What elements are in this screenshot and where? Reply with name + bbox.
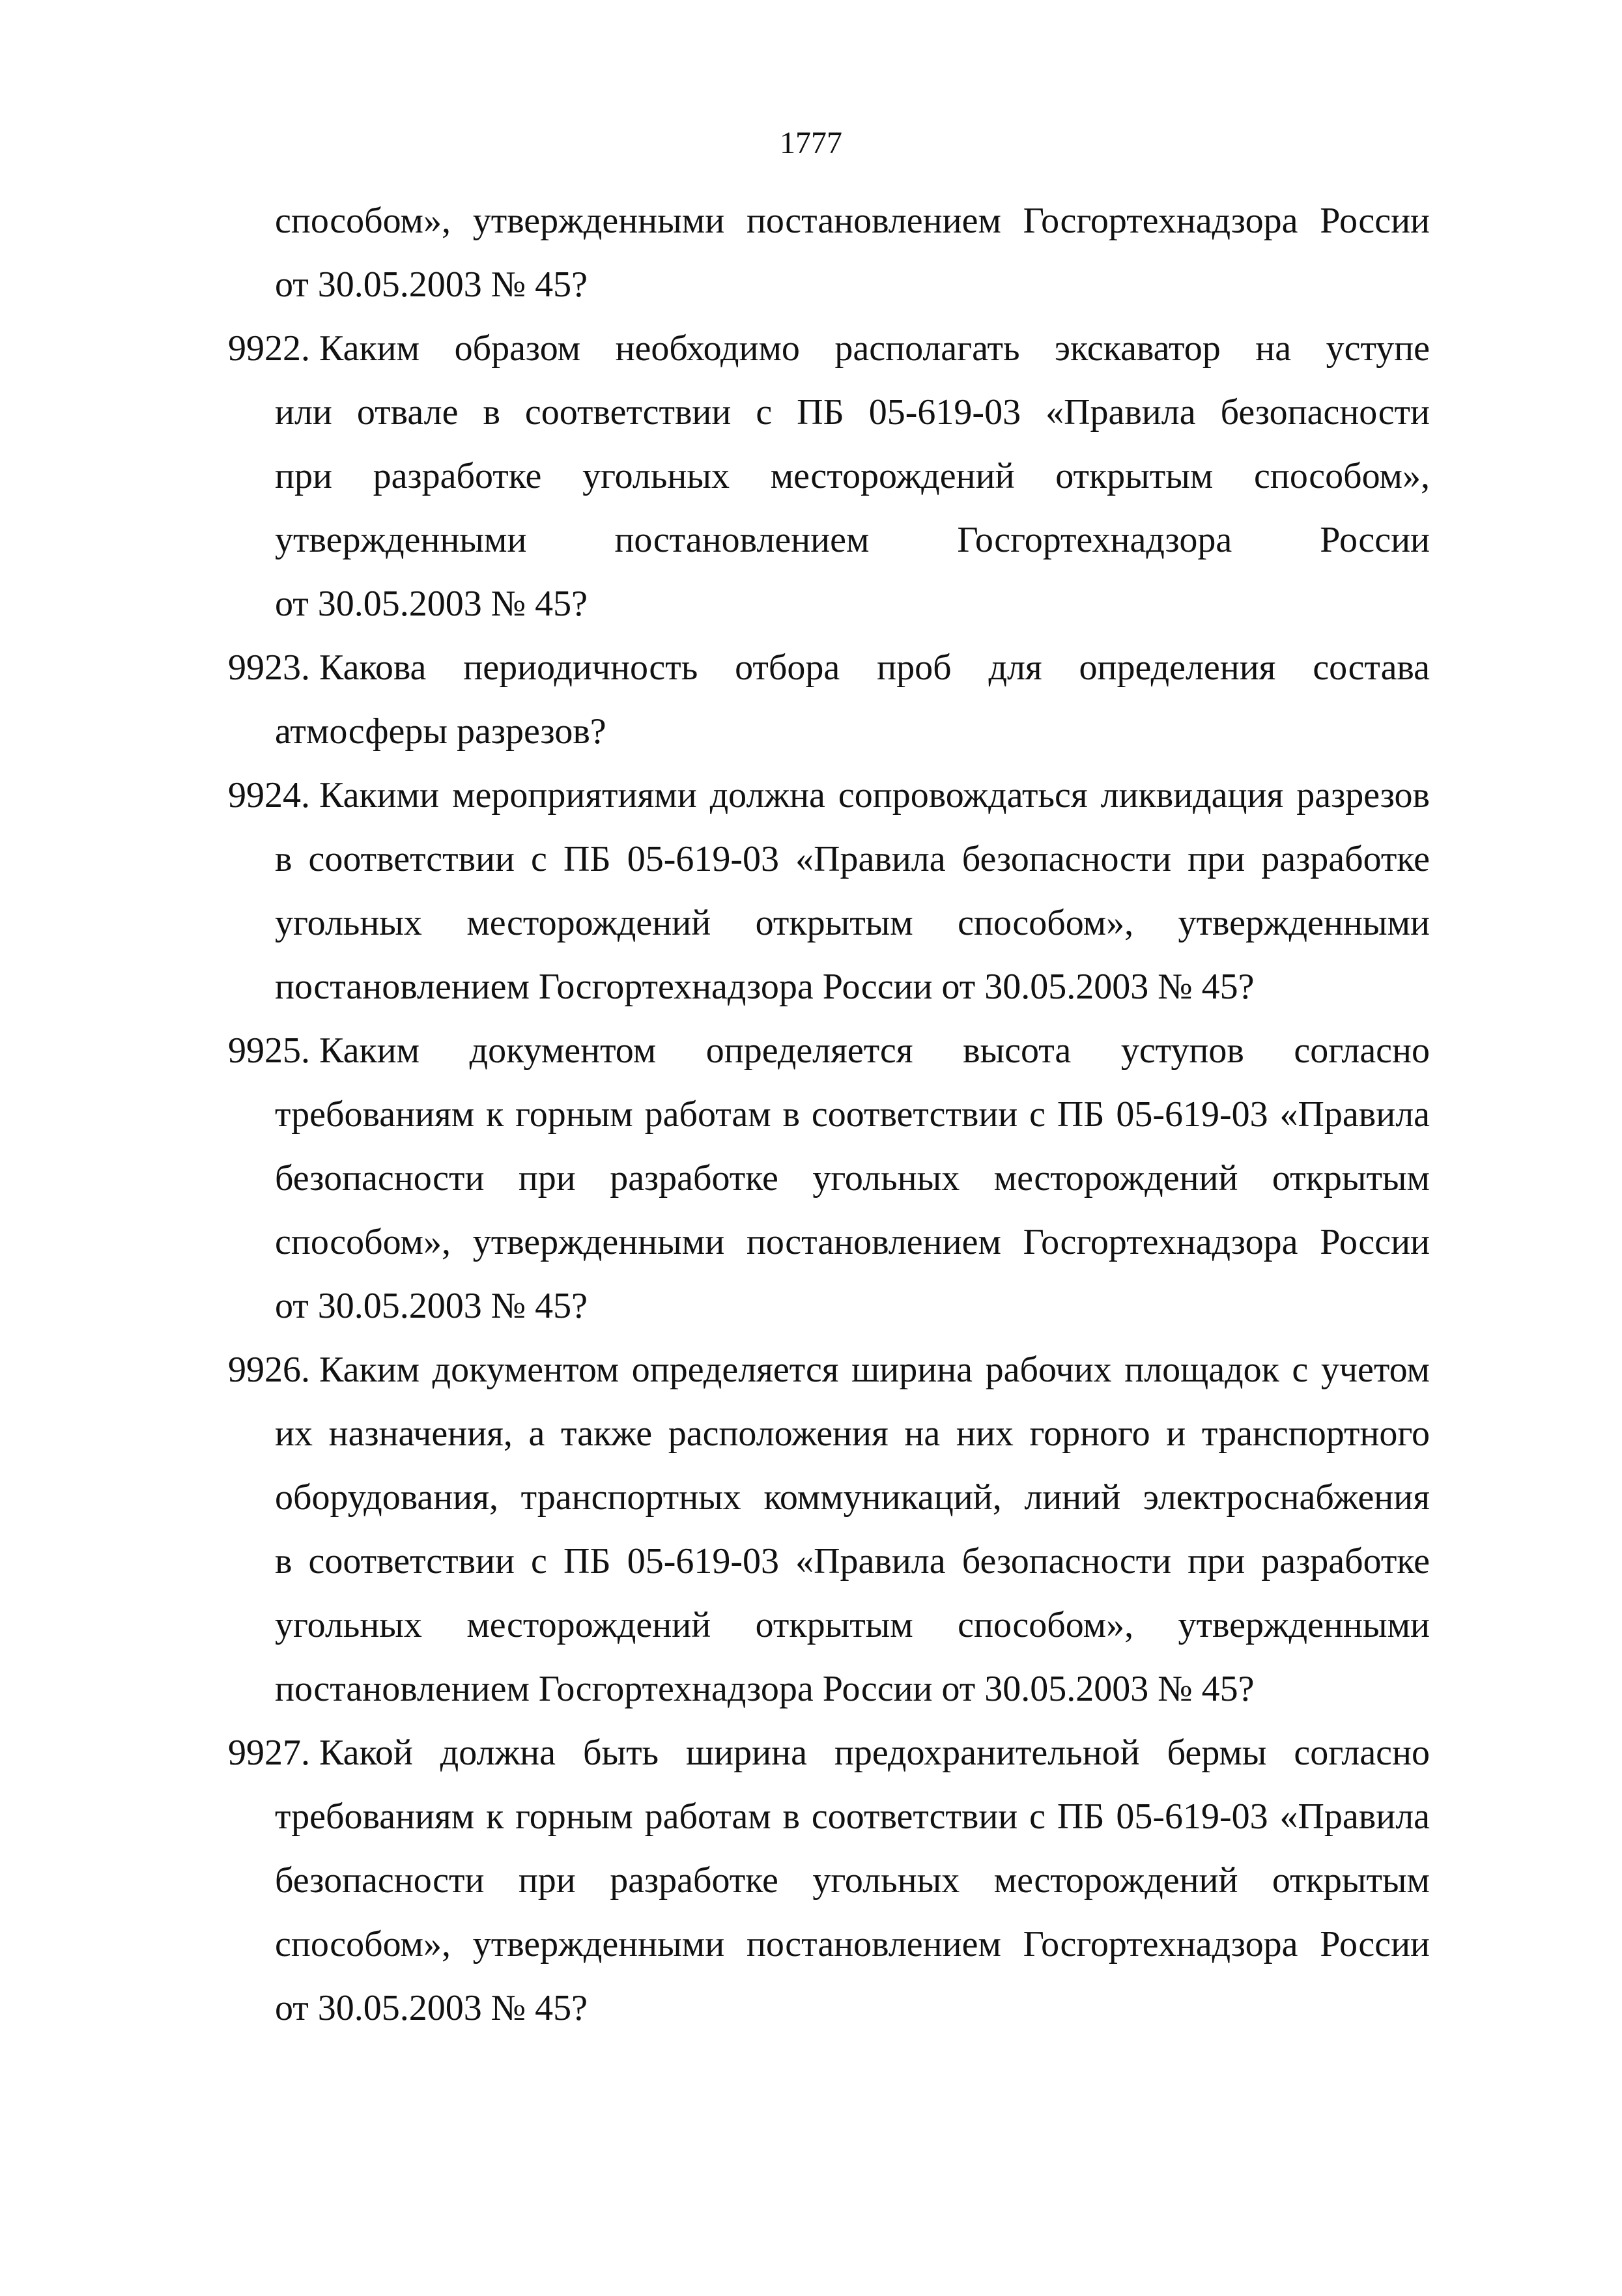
text-line: оборудования, транспортных коммуникаций, линий электроснабжения	[275, 1477, 1430, 1518]
text-line: от 30.05.2003 № 45?	[275, 264, 588, 305]
question-item	[228, 763, 1430, 1019]
text-line: или отвале в соответствии с ПБ 05-619-03 «Правила безопасности	[275, 392, 1430, 432]
text-line: Какова периодичность отбора проб для определения состава	[319, 647, 1430, 688]
text-line: требованиям к горным работам в соответствии с ПБ 05-619-03 «Правила	[275, 1796, 1430, 1837]
text-line: от 30.05.2003 № 45?	[275, 1286, 588, 1326]
text-line: при разработке угольных месторождений открытым способом»,	[275, 456, 1430, 496]
text-line: атмосферы разрезов?	[275, 711, 606, 752]
text-line: Каким документом определяется ширина рабочих площадок с учетом	[319, 1350, 1430, 1390]
question-number: 9922.	[228, 328, 310, 369]
question-number: 9924.	[228, 775, 310, 815]
text-line: от 30.05.2003 № 45?	[275, 584, 588, 624]
question-item	[228, 1019, 1430, 1338]
text-line: в соответствии с ПБ 05-619-03 «Правила безопасности при разработке	[275, 1541, 1430, 1581]
page-number: 1777	[780, 126, 842, 160]
text-line: постановлением Госгортехнадзора России от 30.05.2003 № 45?	[275, 1669, 1255, 1709]
text-line: Каким документом определяется высота уступов согласно	[319, 1030, 1430, 1071]
question-number: 9926.	[228, 1350, 310, 1390]
text-line: способом», утвержденными постановлением Госгортехнадзора России	[275, 201, 1430, 241]
question-number: 9927.	[228, 1733, 310, 1773]
intro-continuation	[228, 189, 1430, 317]
question-first-line	[228, 1338, 1430, 1402]
text-line: способом», утвержденными постановлением Госгортехнадзора России	[275, 1222, 1430, 1262]
text-line: способом», утвержденными постановлением Госгортехнадзора России	[275, 1924, 1430, 1964]
text-line: безопасности при разработке угольных месторождений открытым	[275, 1860, 1430, 1901]
question-first-line	[228, 317, 1430, 380]
text-line: Какими мероприятиями должна сопровождаться ликвидация разрезов	[319, 775, 1430, 815]
question-first-line	[228, 1721, 1430, 1785]
text-line: их назначения, а также расположения на них горного и транспортного	[275, 1413, 1430, 1454]
text-line: от 30.05.2003 № 45?	[275, 1988, 588, 2028]
text-line: угольных месторождений открытым способом», утвержденными	[275, 1605, 1430, 1645]
text-line: утвержденными постановлением Госгортехнадзора России	[275, 520, 1430, 560]
text-line: угольных месторождений открытым способом», утвержденными	[275, 903, 1430, 943]
question-item	[228, 317, 1430, 636]
question-first-line	[228, 763, 1430, 827]
question-item	[228, 636, 1430, 763]
question-item	[228, 1721, 1430, 2040]
question-first-line	[228, 636, 1430, 700]
text-line: требованиям к горным работам в соответствии с ПБ 05-619-03 «Правила	[275, 1094, 1430, 1135]
question-item	[228, 1338, 1430, 1721]
question-first-line	[228, 1019, 1430, 1083]
question-number: 9925.	[228, 1030, 310, 1071]
text-line: безопасности при разработке угольных месторождений открытым	[275, 1158, 1430, 1198]
question-number: 9923.	[228, 647, 310, 688]
page-content	[228, 189, 1430, 2040]
text-line: постановлением Госгортехнадзора России от 30.05.2003 № 45?	[275, 967, 1255, 1007]
text-line: в соответствии с ПБ 05-619-03 «Правила безопасности при разработке	[275, 839, 1430, 879]
text-line: Каким образом необходимо располагать экскаватор на уступе	[319, 328, 1430, 369]
text-line: Какой должна быть ширина предохранительной бермы согласно	[319, 1733, 1430, 1773]
